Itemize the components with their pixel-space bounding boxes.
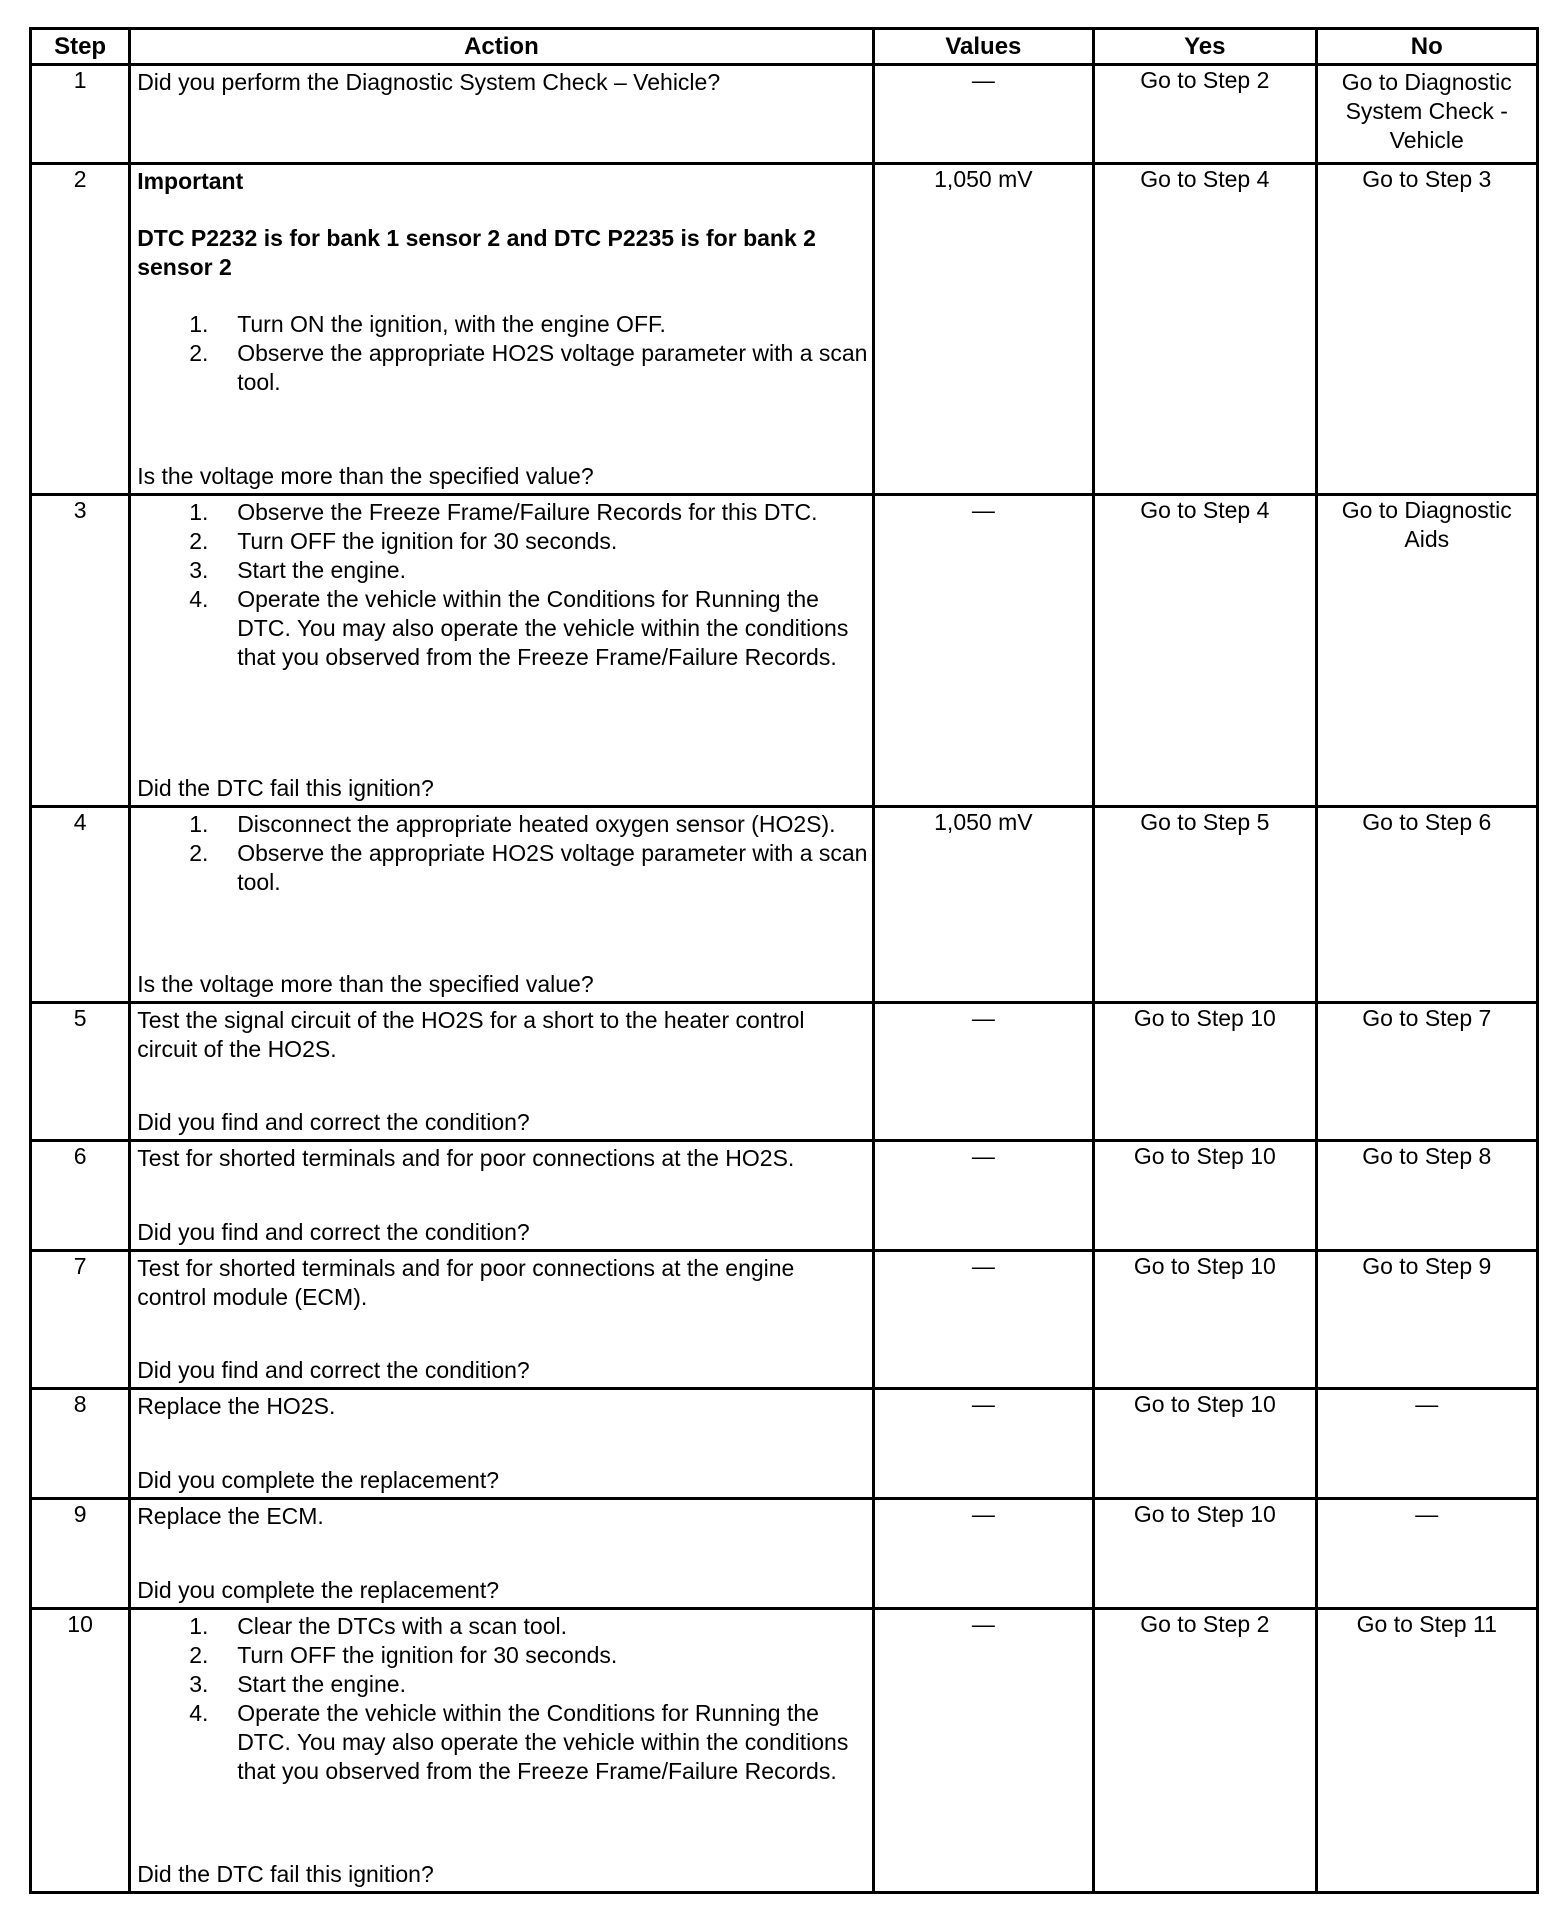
value-cell: —: [873, 1251, 1093, 1389]
yes-cell: [1094, 807, 1316, 1003]
value-dash: —: [971, 67, 995, 93]
yes-cell: [1094, 65, 1316, 164]
no-link[interactable]: Go to Step 9: [1362, 1253, 1492, 1279]
question-text: Did you find and correct the condition?: [137, 1219, 530, 1245]
list-item: 2. Turn OFF the ignition for 30 seconds.: [189, 1642, 618, 1668]
list-item: 1. Observe the Freeze Frame/Failure Records for this DTC.: [189, 499, 818, 525]
list-item: 2. Turn OFF the ignition for 30 seconds.: [189, 528, 618, 554]
value-cell: —: [873, 1003, 1093, 1141]
yes-link[interactable]: Go to Step 10: [1133, 1501, 1276, 1527]
yes-link[interactable]: Go to Step 4: [1140, 166, 1270, 192]
procedure-list: [137, 498, 867, 672]
no-cell: [1316, 495, 1537, 807]
action-text: Test the signal circuit of the HO2S for a short to the heater control circuit of the HO2S.: [137, 1007, 805, 1062]
step-number: 8: [31, 1389, 130, 1499]
step-number: 9: [31, 1499, 130, 1609]
step-number: 2: [31, 164, 130, 495]
list-item: 1. Clear the DTCs with a scan tool.: [189, 1613, 567, 1639]
list-item: 3. Start the engine.: [189, 557, 406, 583]
header-yes: Yes: [1094, 29, 1316, 65]
table-row: [31, 1003, 1538, 1141]
no-cell: [1316, 807, 1537, 1003]
no-cell: [1316, 65, 1537, 164]
value-cell: —: [873, 495, 1093, 807]
no-link[interactable]: Go to Step 8: [1362, 1143, 1492, 1169]
question-text: Did you complete the replacement?: [137, 1577, 499, 1603]
table-row: [31, 807, 1538, 1003]
table-row: [31, 1141, 1538, 1251]
important-title: Important: [137, 168, 244, 194]
no-cell: [1316, 1251, 1537, 1389]
yes-cell: [1094, 1499, 1316, 1609]
action-cell: [130, 1141, 873, 1251]
action-text: Test for shorted terminals and for poor connections at the HO2S.: [137, 1145, 795, 1171]
list-item: 2. Observe the appropriate HO2S voltage parameter with a scan tool.: [189, 340, 868, 395]
list-item: 2. Observe the appropriate HO2S voltage parameter with a scan tool.: [189, 840, 868, 895]
question-text: Did you complete the replacement?: [137, 1467, 499, 1493]
header-no: No: [1316, 29, 1537, 65]
value-cell: —: [873, 1389, 1093, 1499]
step-number: 4: [31, 807, 130, 1003]
value-cell: 1,050 mV: [873, 807, 1093, 1003]
step-number: 3: [31, 495, 130, 807]
yes-link[interactable]: Go to Step 2: [1140, 67, 1270, 93]
action-text: Replace the ECM.: [137, 1503, 324, 1529]
yes-cell: [1094, 495, 1316, 807]
list-item: 1. Turn ON the ignition, with the engine OFF.: [189, 311, 666, 337]
no-cell: [1316, 1609, 1537, 1893]
yes-link[interactable]: Go to Step 5: [1140, 809, 1270, 835]
important-note: DTC P2232 is for bank 1 sensor 2 and DTC P2235 is for bank 2 sensor 2: [137, 225, 816, 280]
yes-link[interactable]: Go to Step 10: [1133, 1391, 1276, 1417]
action-cell: [130, 1251, 873, 1389]
procedure-list: [137, 1612, 867, 1786]
action-cell: [130, 495, 873, 807]
table-row: [31, 1499, 1538, 1609]
action-text: Replace the HO2S.: [137, 1393, 336, 1419]
no-cell: [1316, 1499, 1537, 1609]
yes-link[interactable]: Go to Step 4: [1140, 497, 1270, 523]
step-number: 7: [31, 1251, 130, 1389]
yes-cell: [1094, 1251, 1316, 1389]
action-cell: [130, 1389, 873, 1499]
no-cell: [1316, 1389, 1537, 1499]
question-text: Did you find and correct the condition?: [137, 1109, 530, 1135]
step-number: 1: [31, 65, 130, 164]
question-text: Is the voltage more than the specified value?: [137, 463, 594, 489]
action-cell: [130, 1003, 873, 1141]
no-link[interactable]: Go to Diagnostic Aids: [1341, 497, 1512, 552]
yes-cell: [1094, 164, 1316, 495]
no-link[interactable]: Go to Diagnostic System Check - Vehicle: [1341, 69, 1512, 153]
list-item: 1. Disconnect the appropriate heated oxygen sensor (HO2S).: [189, 811, 836, 837]
yes-cell: [1094, 1609, 1316, 1893]
value-cell: —: [873, 1609, 1093, 1893]
no-dash: —: [1415, 1391, 1439, 1417]
procedure-list: [137, 310, 867, 397]
yes-cell: [1094, 1389, 1316, 1499]
no-link[interactable]: Go to Step 3: [1362, 166, 1492, 192]
list-item: 4. Operate the vehicle within the Conditions for Running the DTC. You may also operate the vehicle within the conditions that you observed from the Freeze Frame/Failure Records.: [189, 586, 849, 670]
step-number: 5: [31, 1003, 130, 1141]
action-cell: [130, 65, 873, 164]
table-row: [31, 164, 1538, 495]
value-cell: —: [873, 1499, 1093, 1609]
list-item: 3. Start the engine.: [189, 1671, 406, 1697]
diagnostic-table: [29, 27, 1539, 1894]
no-cell: [1316, 1003, 1537, 1141]
action-text: Did you perform the Diagnostic System Check – Vehicle?: [137, 69, 721, 95]
procedure-list: [137, 810, 867, 897]
action-cell: [130, 807, 873, 1003]
table-row: [31, 1251, 1538, 1389]
action-cell: [130, 1609, 873, 1893]
no-dash: —: [1415, 1501, 1439, 1527]
header-step: Step: [31, 29, 130, 65]
question-text: Did the DTC fail this ignition?: [137, 1861, 434, 1887]
yes-link[interactable]: Go to Step 2: [1140, 1611, 1270, 1637]
header-action: Action: [130, 29, 873, 65]
value-cell: 1,050 mV: [873, 164, 1093, 495]
action-cell: [130, 164, 873, 495]
no-cell: [1316, 164, 1537, 495]
yes-link[interactable]: Go to Step 10: [1133, 1143, 1276, 1169]
question-text: Did the DTC fail this ignition?: [137, 775, 434, 801]
table-row: [31, 495, 1538, 807]
table-row: [31, 1609, 1538, 1893]
yes-cell: [1094, 1141, 1316, 1251]
question-text: Is the voltage more than the specified value?: [137, 971, 594, 997]
no-link[interactable]: Go to Step 7: [1362, 1005, 1492, 1031]
no-cell: [1316, 1141, 1537, 1251]
no-link[interactable]: Go to Step 11: [1356, 1611, 1497, 1637]
table-row: [31, 65, 1538, 164]
step-number: 6: [31, 1141, 130, 1251]
yes-link[interactable]: Go to Step 10: [1133, 1005, 1276, 1031]
yes-link[interactable]: Go to Step 10: [1133, 1253, 1276, 1279]
list-item: 4. Operate the vehicle within the Conditions for Running the DTC. You may also operate the vehicle within the conditions that you observed from the Freeze Frame/Failure Records.: [189, 1700, 849, 1784]
value-cell: —: [873, 1141, 1093, 1251]
value-cell: [873, 65, 1093, 164]
action-text: Test for shorted terminals and for poor connections at the engine control module (ECM).: [137, 1255, 795, 1310]
yes-cell: [1094, 1003, 1316, 1141]
no-link[interactable]: Go to Step 6: [1362, 809, 1492, 835]
action-cell: [130, 1499, 873, 1609]
step-number: 10: [31, 1609, 130, 1893]
question-text: Did you find and correct the condition?: [137, 1357, 530, 1383]
header-values: Values: [873, 29, 1093, 65]
table-row: [31, 1389, 1538, 1499]
